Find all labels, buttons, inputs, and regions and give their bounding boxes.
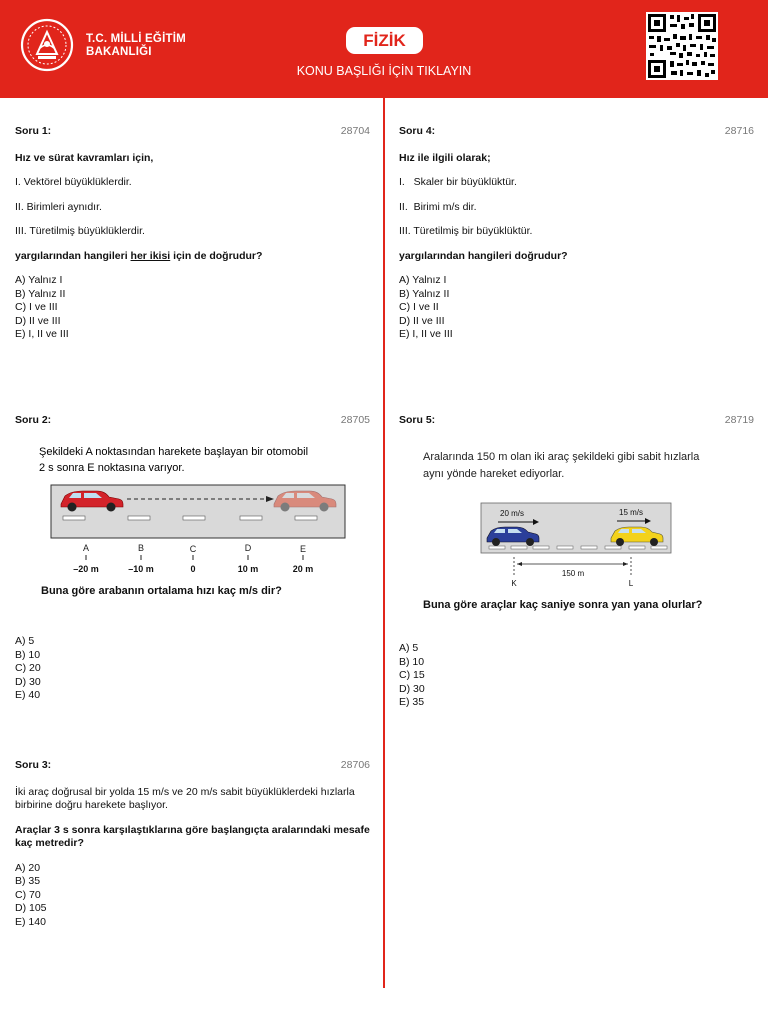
- speed-label-left: 20 m/s: [500, 508, 525, 518]
- option-e[interactable]: E) 35: [399, 696, 425, 709]
- statement-2: II. Birimleri aynıdır.: [15, 200, 102, 213]
- column-divider: [383, 98, 385, 988]
- ministry-logo-icon: [20, 18, 74, 72]
- question-label: Soru 5:: [399, 414, 436, 426]
- answer-options: [15, 862, 370, 930]
- figure-caption-line1: Aralarında 150 m olan iki araç şekildeki gibi sabit hızlarla: [423, 450, 700, 463]
- option-e[interactable]: E) 40: [15, 689, 41, 702]
- distance-label: 150 m: [561, 568, 585, 578]
- option-d[interactable]: D) II ve III: [399, 314, 445, 327]
- option-e[interactable]: E) I, II ve III: [15, 328, 69, 341]
- option-b[interactable]: B) 10: [399, 655, 425, 668]
- question-1-header: [15, 125, 370, 139]
- question-id: 28704: [340, 125, 370, 137]
- question-label: Soru 3:: [15, 759, 52, 771]
- question-id: 28706: [340, 759, 370, 771]
- question-stem: Hız ile ilgili olarak;: [399, 151, 491, 164]
- tick-label: 10 m: [237, 563, 259, 574]
- question-3-header: [15, 759, 370, 773]
- question-prompt: yargılarından hangileri doğrudur?: [399, 249, 568, 262]
- question-4-header: [399, 125, 754, 139]
- tick-label: 20 m: [292, 563, 314, 574]
- speed-label-right: 15 m/s: [619, 507, 644, 517]
- option-c[interactable]: C) 20: [15, 662, 41, 675]
- question-2-header: [15, 414, 370, 428]
- question-3: [15, 759, 370, 929]
- statement-1: I. Vektörel büyüklüklerdir.: [15, 176, 132, 188]
- point-label: A: [82, 542, 90, 553]
- motion-diagram-figure: [23, 441, 363, 579]
- answer-options: [15, 274, 370, 342]
- topic-title-link[interactable]: KONU BAŞLIĞI İÇİN TIKLAYIN: [296, 64, 472, 78]
- question-stem: Hız ve sürat kavramları için,: [15, 151, 154, 164]
- prompt-text: yargılarından hangileri: [15, 249, 131, 262]
- tick-label: –20 m: [73, 563, 99, 574]
- point-label: D: [244, 542, 252, 553]
- point-label-l: L: [628, 578, 634, 588]
- statement-2: II. Birimi m/s dir.: [399, 200, 477, 213]
- ministry-name-line2: BAKANLIĞI: [86, 46, 152, 58]
- option-c[interactable]: C) 70: [15, 888, 41, 901]
- statement-1: I. Skaler bir büyüklüktür.: [399, 176, 517, 188]
- option-b[interactable]: B) Yalnız II: [15, 287, 66, 300]
- option-a[interactable]: A) 20: [15, 861, 41, 874]
- subject-badge[interactable]: FİZİK: [346, 27, 423, 54]
- question-prompt: [15, 250, 370, 264]
- question-label: Soru 2:: [15, 414, 52, 426]
- option-a[interactable]: A) 5: [399, 642, 419, 654]
- tick-label: –10 m: [128, 563, 154, 574]
- option-c[interactable]: C) I ve III: [15, 301, 58, 314]
- question-id: 28716: [724, 125, 754, 137]
- option-d[interactable]: D) 30: [399, 682, 425, 695]
- statement-3: III. Türetilmiş büyüklüklerdir.: [15, 225, 145, 237]
- question-prompt: Araçlar 3 s sonra karşılaştıklarına göre başlangıçta aralarındaki mesafe kaç metredir?: [15, 823, 370, 849]
- option-a[interactable]: A) Yalnız I: [15, 274, 63, 286]
- two-cars-figure: [399, 441, 749, 588]
- tick-labels: [73, 564, 313, 574]
- prompt-underlined: her ikisi: [130, 249, 171, 262]
- question-1: [15, 125, 370, 342]
- ministry-name: [86, 33, 186, 59]
- answer-options: [399, 274, 754, 342]
- question-id: 28705: [340, 414, 370, 426]
- option-b[interactable]: B) 35: [15, 875, 41, 888]
- question-label: Soru 1:: [15, 125, 52, 137]
- question-stem: İki araç doğrusal bir yolda 15 m/s ve 20 m/s sabit büyüklüklerdeki hızlarla birbirine doğru harekete başlıyor.: [15, 785, 355, 811]
- option-a[interactable]: A) Yalnız I: [399, 274, 447, 286]
- qr-code-icon[interactable]: [646, 12, 718, 80]
- figure-caption-line1: Şekildeki A noktasından harekete başlayan bir otomobil: [39, 445, 309, 458]
- axis-ticks: [86, 555, 303, 560]
- figure-caption-line2: 2 s sonra E noktasına varıyor.: [39, 461, 185, 474]
- tick-label: 0: [190, 563, 196, 574]
- answer-options: [15, 635, 370, 703]
- question-prompt: Buna göre araçlar kaç saniye sonra yan yana olurlar?: [423, 598, 703, 611]
- question-label: Soru 4:: [399, 125, 436, 137]
- answer-options: [399, 642, 754, 710]
- option-a[interactable]: A) 5: [15, 635, 35, 647]
- question-2: [15, 414, 370, 703]
- question-5: [399, 414, 754, 710]
- point-label: B: [137, 542, 145, 553]
- figure-caption-line2: aynı yönde hareket ediyorlar.: [423, 467, 565, 480]
- option-d[interactable]: D) 105: [15, 902, 47, 915]
- question-id: 28719: [724, 414, 754, 426]
- statement-3: III. Türetilmiş bir büyüklüktür.: [399, 225, 533, 237]
- option-e[interactable]: E) 140: [15, 915, 46, 928]
- point-labels: [83, 543, 306, 554]
- question-prompt: Buna göre arabanın ortalama hızı kaç m/s dir?: [41, 584, 282, 597]
- option-d[interactable]: D) 30: [15, 675, 41, 688]
- page-header: [0, 0, 768, 98]
- point-label: E: [299, 543, 307, 554]
- ministry-name-line1: T.C. MİLLİ EĞİTİM: [86, 33, 186, 45]
- question-5-header: [399, 414, 754, 428]
- question-4: [399, 125, 754, 342]
- option-d[interactable]: D) II ve III: [15, 314, 61, 327]
- option-c[interactable]: C) I ve II: [399, 301, 439, 314]
- point-label-k: K: [511, 578, 517, 588]
- option-e[interactable]: E) I, II ve III: [399, 328, 453, 341]
- option-b[interactable]: B) Yalnız II: [399, 287, 450, 300]
- option-c[interactable]: C) 15: [399, 669, 425, 682]
- option-b[interactable]: B) 10: [15, 648, 41, 661]
- point-label: C: [189, 543, 197, 554]
- prompt-text: için de doğrudur?: [170, 249, 263, 262]
